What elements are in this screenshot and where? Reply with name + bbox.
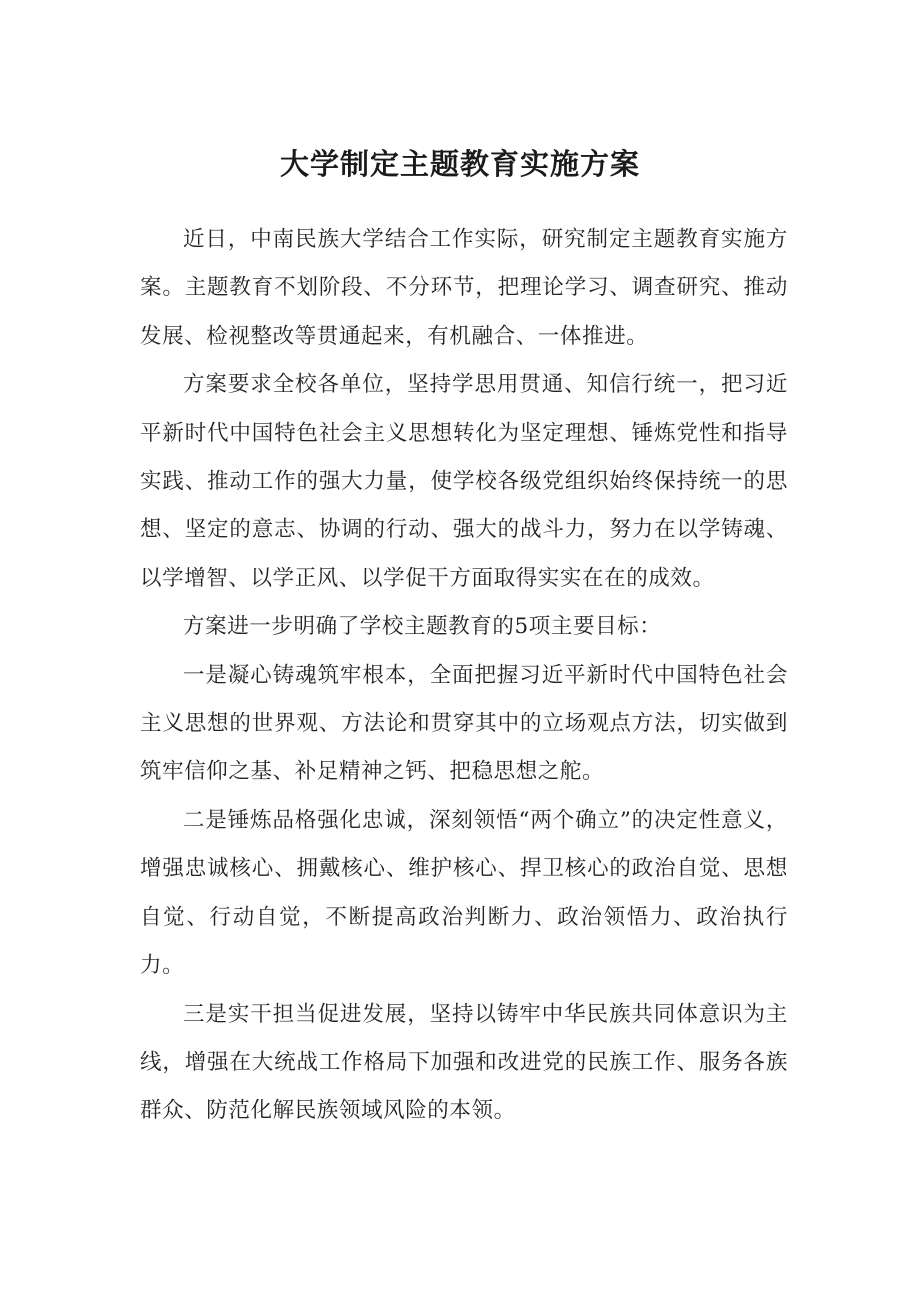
document-body (140, 216, 788, 1136)
document-title: 大学制定主题教育实施方案 (279, 147, 640, 181)
paragraph-1: 近日，中南民族大学结合工作实际，研究制定主题教育实施方案。主题教育不划阶段、不分环节，把理论学习、调查研究、推动发展、检视整改等贯通起来，有机融合、一体推进。 (140, 227, 788, 349)
paragraph-5: 二是锤炼品格强化忠诚，深刻领悟“两个确立”的决定性意义，增强忠诚核心、拥戴核心、维护核心、捍卫核心的政治自觉、思想自觉、行动自觉，不断提高政治判断力、政治领悟力、政治执行力。 (140, 807, 788, 979)
paragraph-2: 方案要求全校各单位，坚持学思用贯通、知信行统一，把习近平新时代中国特色社会主义思想转化为坚定理想、锤炼党性和指导实践、推动工作的强大力量，使学校各级党组织始终保持统一的思想、坚定的意志、协调的行动、强大的战斗力，努力在以学铸魂、以学增智、以学正风、以学促干方面取得实实在在的成效。 (140, 372, 788, 591)
paragraph-3: 方案进一步明确了学校主题教育的5项主要目标： (183, 614, 662, 640)
paragraph-6: 三是实干担当促进发展，坚持以铸牢中华民族共同体意识为主线，增强在大统战工作格局下加强和改进党的民族工作、服务各族群众、防范化解民族领域风险的本领。 (140, 1001, 788, 1124)
paragraph-4: 一是凝心铸魂筑牢根本，全面把握习近平新时代中国特色社会主义思想的世界观、方法论和贯穿其中的立场观点方法，切实做到筑牢信仰之基、补足精神之钙、把稳思想之舵。 (140, 662, 788, 785)
